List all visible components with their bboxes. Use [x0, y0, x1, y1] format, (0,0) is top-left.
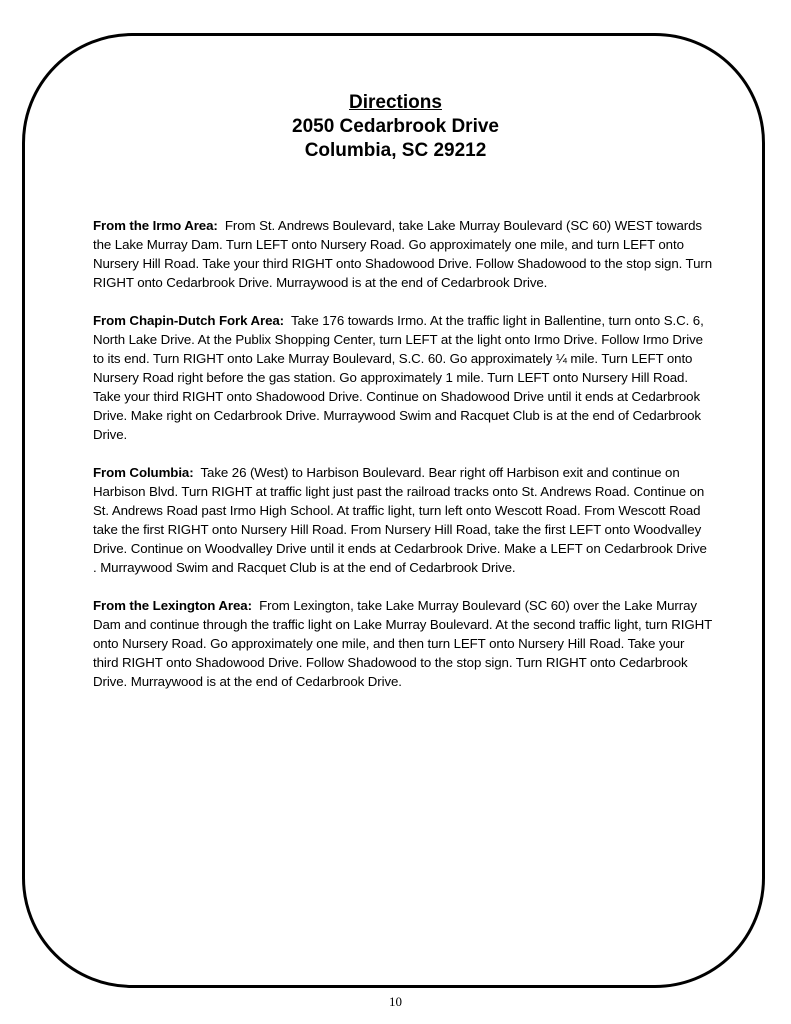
directions-header [0, 91, 791, 163]
section-chapin-text: Take 176 towards Irmo. At the traffic light in Ballentine, turn onto S.C. 6, North Lake Drive. At the Publix Shopping Center, turn LEFT at the light onto Irmo Drive. Follow Irmo Drive to its end. Turn RIGHT onto Lake Murray Boulevard, S.C. 60. Go approximately ¼ mile. Turn LEFT onto Nursery Road right before the gas station. Go approximately 1 mile. Turn LEFT onto Nursery Hill Road. Take your third RIGHT onto Shadowood Drive. Continue on Shadowood Drive until it ends at Cedarbrook Drive. Make right on Cedarbrook Drive. Murraywood Swim and Racquet Club is at the end of Cedarbrook Drive. [93, 313, 704, 442]
section-columbia-text: Take 26 (West) to Harbison Boulevard. Bear right off Harbison exit and continue on Harbison Blvd. Turn RIGHT at traffic light just past the railroad tracks onto St. Andrews Road. Continue on St. Andrews Road past Irmo High School. At traffic light, turn left onto Wescott Road. From Wescott Road take the first RIGHT onto Nursery Hill Road. From Nursery Hill Road, take the first LEFT onto Woodvalley Drive. Continue on Woodvalley Drive until it ends at Cedarbrook Drive. Make a LEFT on Cedarbrook Drive . Murraywood Swim and Racquet Club is at the end of Cedarbrook Drive. [93, 465, 707, 575]
section-irmo-heading: From the Irmo Area: [93, 218, 218, 233]
section-chapin [93, 311, 713, 444]
directions-content [93, 216, 713, 710]
section-lexington-heading: From the Lexington Area: [93, 598, 252, 613]
address-line-2: Columbia, SC 29212 [304, 140, 487, 161]
page-title: Directions [349, 92, 442, 113]
section-irmo [93, 216, 713, 292]
section-columbia [93, 463, 713, 577]
section-lexington [93, 596, 713, 691]
section-irmo-text: From St. Andrews Boulevard, take Lake Murray Boulevard (SC 60) WEST towards the Lake Murray Dam. Turn LEFT onto Nursery Road. Go approximately one mile, and turn LEFT onto Nursery Hill Road. Take your third RIGHT onto Shadowood Drive. Follow Shadowood to the stop sign. Turn RIGHT onto Cedarbrook Drive. Murraywood is at the end of Cedarbrook Drive. [93, 218, 713, 290]
page-number: 10 [389, 994, 402, 1009]
address-line-1: 2050 Cedarbrook Drive [292, 116, 499, 137]
section-columbia-heading: From Columbia: [93, 465, 194, 480]
section-chapin-heading: From Chapin-Dutch Fork Area: [93, 313, 284, 328]
section-lexington-text: From Lexington, take Lake Murray Boulevard (SC 60) over the Lake Murray Dam and continue through the traffic light on Lake Murray Boulevard. At the second traffic light, turn RIGHT onto Nursery Road. Go approximately one mile, and then turn LEFT onto Nursery Hill Road. Take your third RIGHT onto Shadowood Drive. Follow Shadowood to the stop sign. Turn RIGHT onto Cedarbrook Drive. Murraywood is at the end of Cedarbrook Drive. [93, 598, 712, 689]
